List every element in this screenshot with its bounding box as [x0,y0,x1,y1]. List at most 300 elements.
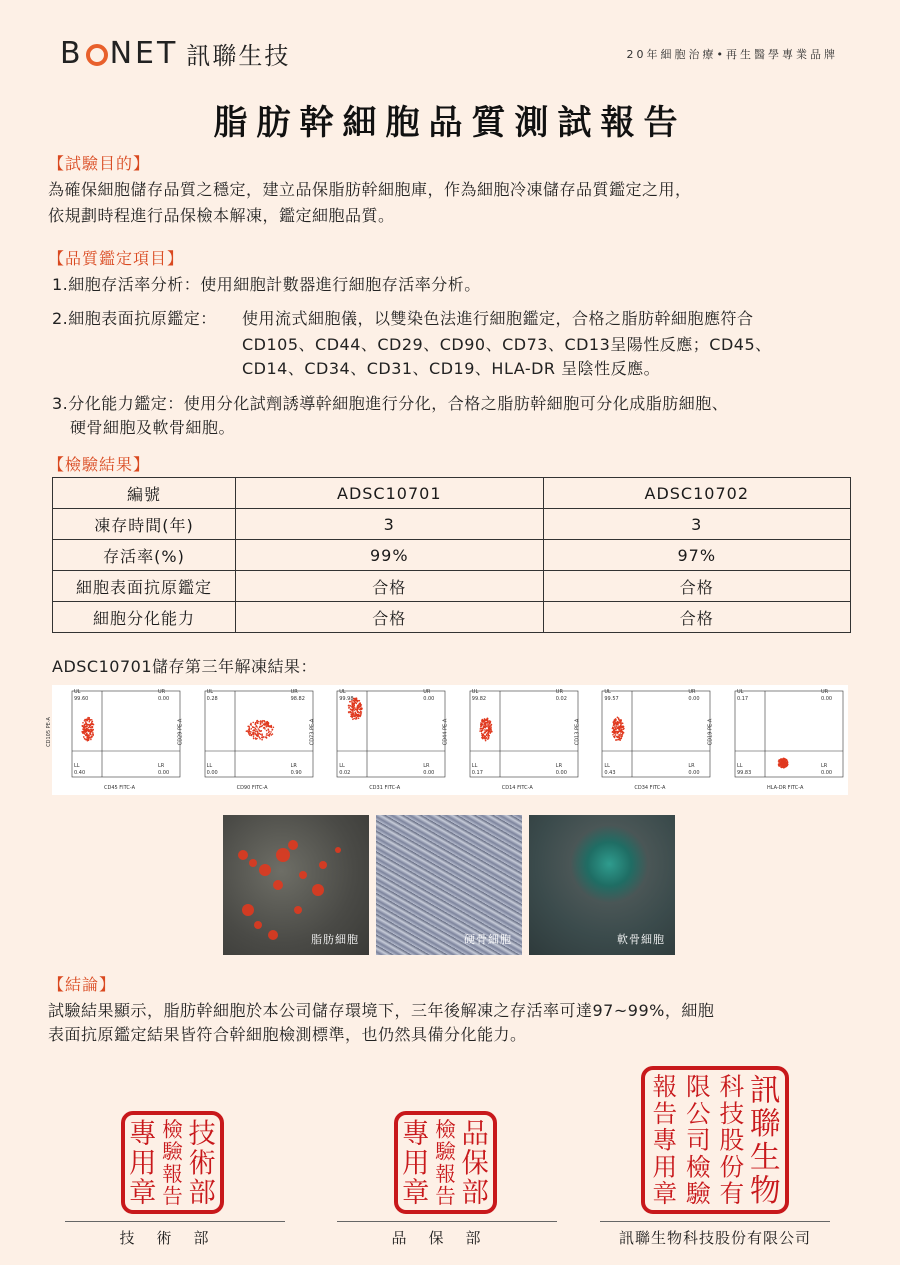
flow-panel [442,685,583,795]
event-dot [255,729,257,731]
event-dot [86,733,88,735]
y-axis-label: CD105 PE-A [45,717,52,747]
event-dot [352,712,354,714]
quadrant-label-ur: UR [158,689,166,695]
event-dot [252,734,254,736]
event-dot [613,726,615,728]
signature-label: 品保部 [391,1229,503,1247]
event-dot [261,722,263,724]
quadrant-value-lr: 0.90 [290,770,302,776]
event-dot [621,725,623,727]
seal-glyph: 限 [685,1072,711,1101]
event-dot [615,723,617,725]
event-dot [260,726,262,728]
event-dot [621,722,623,724]
event-dot [252,736,254,738]
seal-glyph: 份 [719,1152,745,1182]
event-dot [360,711,362,713]
event-dot [355,712,357,714]
quadrant-value-ul: 99.60 [74,696,89,702]
event-dot [262,720,264,722]
event-dot [613,732,615,734]
x-axis-label: CD34 FITC-A [634,785,666,791]
seal-glyph: 部 [188,1177,216,1209]
quadrant-label-lr: LR [423,763,430,769]
thaw-caption: ADSC10701儲存第三年解凍結果： [52,657,317,676]
event-dot [261,739,263,741]
event-dot [479,730,481,732]
table-row [53,509,851,540]
event-dot [351,713,353,715]
quadrant-value-ll: 0.02 [339,770,351,776]
event-dot [88,727,90,729]
event-dot [780,758,782,760]
flow-panel [309,685,450,795]
event-dot [268,734,270,736]
seal-glyph: 物 [749,1173,781,1209]
tagline: 20年細胞治療•再生醫學專業品牌 [626,48,838,61]
event-dot [261,733,263,735]
company-logo [60,36,290,71]
table-row [53,478,851,509]
event-dot [358,714,360,716]
event-dot [84,733,86,735]
event-dot [353,716,355,718]
event-dot [86,724,88,726]
quadrant-value-lr: 0.00 [555,770,567,776]
signature-line [65,1221,285,1222]
event-dot [784,765,786,767]
event-dot [487,737,489,739]
event-dot [258,730,260,732]
event-dot [270,731,272,733]
event-dot [352,719,354,721]
event-dot [486,730,488,732]
event-dot [360,709,362,711]
x-axis-label: CD90 FITC-A [236,785,268,791]
seal-stamp [120,1110,225,1215]
event-dot [89,731,91,733]
event-dot [354,704,356,706]
event-dot [360,713,362,715]
event-dot [780,763,782,765]
quadrant-label-ll: LL [736,763,743,769]
event-dot [356,718,358,720]
event-dot [359,703,361,705]
logo-chinese: 訊聯生技 [186,42,291,70]
seal-glyph: 術 [188,1148,216,1180]
event-dot [83,725,85,727]
event-dot [247,726,249,728]
items-heading: 【品質鑑定項目】 [48,249,185,268]
micrograph-caption-chondrocyte: 軟骨細胞 [617,933,665,946]
quadrant-value-ul: 99.82 [471,696,487,702]
table-row [53,540,851,571]
seal-glyph: 公 [685,1098,711,1128]
event-dot [622,731,624,733]
quadrant-value-ur: 0.00 [158,696,170,702]
event-dot [250,731,252,733]
event-dot [482,728,484,730]
table-cell: 合格 [543,571,851,602]
seal-glyph: 驗 [685,1179,711,1209]
x-axis-label: HLA-DR FITC-A [766,785,804,791]
seal-glyph: 股 [719,1125,745,1155]
event-dot [357,701,359,703]
event-dot [616,726,618,728]
event-dot [265,730,267,732]
event-dot [358,707,360,709]
event-dot [786,763,788,765]
event-dot [621,729,623,731]
event-dot [615,726,617,728]
event-dot [352,704,354,706]
event-dot [91,730,93,732]
event-dot [617,727,619,729]
quadrant-value-lr: 0.00 [820,770,833,776]
seal-stamp [393,1110,498,1215]
event-dot [615,718,617,720]
event-dot [252,732,254,734]
table-cell: ADSC10702 [543,478,851,509]
quadrant-label-ur: UR [688,689,696,695]
event-dot [620,733,622,735]
event-dot [83,736,85,738]
event-dot [614,729,616,731]
event-dot [92,733,94,735]
seal-glyph: 有 [719,1179,745,1209]
quadrant-value-lr: 0.00 [423,770,435,776]
event-dot [487,724,489,726]
quadrant-label-ll: LL [604,763,610,769]
purpose-heading: 【試驗目的】 [48,154,151,173]
seal-glyph: 專 [402,1118,430,1150]
y-axis-label: CD19 PE-A [707,718,714,746]
seal-glyph: 檢 [685,1152,711,1182]
event-dot [87,734,89,736]
table-cell: 97% [543,540,851,571]
event-dot [622,735,624,737]
event-dot [90,724,92,726]
signature-label: 技術部 [119,1229,231,1247]
event-dot [270,734,272,736]
quadrant-label-lr: LR [555,763,563,769]
event-dot [350,705,352,707]
event-dot [252,738,254,740]
quadrant-label-ul: UL [471,689,479,695]
event-dot [354,700,356,702]
flow-panel [176,685,318,795]
event-dot [254,723,256,725]
event-dot [354,698,356,700]
seal-glyph: 報 [435,1161,456,1186]
event-dot [614,724,616,726]
event-dot [272,727,274,729]
event-dot [259,721,261,723]
table-cell: 合格 [236,602,544,633]
quadrant-value-ul: 0.28 [206,696,218,702]
quadrant-label-ur: UR [290,689,298,695]
event-dot [258,736,260,738]
event-dot [256,721,258,723]
quadrant-label-lr: LR [688,763,695,769]
quadrant-value-ll: 0.43 [604,770,616,776]
event-dot [619,719,621,721]
seal-glyph: 告 [652,1098,678,1128]
event-dot [615,720,617,722]
event-dot [265,734,267,736]
purpose-line-1: 為確保細胞儲存品質之穩定，建立品保脂肪幹細胞庫，作為細胞冷凍儲存品質鑑定之用， [48,180,692,199]
event-dot [354,707,356,709]
event-dot [616,724,618,726]
purpose-line-2: 依規劃時程進行品保檢本解凍，鑑定細胞品質。 [48,206,395,225]
event-dot [359,700,361,702]
event-dot [482,735,484,737]
event-dot [250,728,252,730]
quadrant-label-ll: LL [471,763,478,769]
event-dot [260,730,262,732]
event-dot [613,736,615,738]
event-dot [89,737,91,739]
event-dot [623,729,625,731]
event-dot [618,723,620,725]
event-dot [250,724,252,726]
event-dot [90,739,92,741]
seal-stamp [640,1065,790,1215]
event-dot [87,720,89,722]
event-dot [250,723,252,725]
quadrant-value-ur: 98.82 [290,696,305,702]
seal-glyph: 部 [461,1177,489,1209]
quadrant-label-ul: UL [74,689,81,695]
seal-glyph: 技 [188,1118,216,1150]
seal-glyph: 驗 [162,1139,183,1164]
seal-glyph: 檢 [435,1117,456,1142]
seal-glyph: 聯 [749,1106,781,1142]
table-cell: 合格 [543,602,851,633]
event-dot [258,733,260,735]
quadrant-label-ul: UL [206,689,214,695]
event-dot [265,737,267,739]
event-dot [489,732,491,734]
table-row [53,602,851,633]
logo-text-b: B [60,36,84,71]
x-axis-label: CD14 FITC-A [501,785,533,791]
flow-panel [45,685,185,795]
seal-glyph: 章 [652,1179,678,1209]
event-dot [485,737,487,739]
event-dot [781,760,783,762]
row-header: 編號 [53,478,236,509]
event-dot [86,734,88,736]
event-dot [84,738,86,740]
event-dot [262,727,264,729]
event-dot [782,766,784,768]
event-dot [261,735,263,737]
event-dot [268,726,270,728]
event-dot [485,740,487,742]
event-dot [263,723,265,725]
event-dot [253,729,255,731]
results-heading: 【檢驗結果】 [48,455,151,474]
event-dot [619,734,621,736]
seal-glyph: 章 [402,1177,430,1209]
event-dot [352,713,354,715]
event-dot [254,731,256,733]
y-axis-label: CD13 PE-A [574,718,581,746]
event-dot [351,717,353,719]
event-dot [252,726,254,728]
document-title: 脂肪幹細胞品質測試報告 [213,103,687,143]
event-dot [615,731,617,733]
event-dot [480,731,482,733]
item-3-line-1: 3.分化能力鑑定：使用分化試劑誘導幹細胞進行分化，合格之脂肪幹細胞可分化成脂肪細胞、 [52,394,729,413]
event-dot [615,734,617,736]
event-dot [353,706,355,708]
micrograph-osteocyte [376,815,522,955]
event-dot [356,699,358,701]
logo-ring-icon [86,44,108,66]
event-dot [259,726,261,728]
event-dot [82,732,84,734]
row-header: 凍存時間(年) [53,509,236,540]
event-dot [351,709,353,711]
flow-panel [574,685,715,795]
event-dot [91,736,93,738]
seal-glyph: 品 [461,1118,489,1150]
event-dot [266,733,268,735]
event-dot [481,725,483,727]
signature-label: 訊聯生物科技股份有限公司 [618,1229,811,1247]
conclusion-heading: 【結論】 [48,975,117,994]
event-dot [358,718,360,720]
signature-line [337,1221,557,1222]
quadrant-value-ll: 99.83 [736,770,752,776]
event-dot [255,725,257,727]
event-dot [348,707,350,709]
seal-glyph: 生 [749,1139,781,1176]
quadrant-label-ll: LL [206,763,213,769]
event-dot [348,705,350,707]
event-dot [613,721,615,723]
results-table [52,477,851,633]
item-1: 1.細胞存活率分析：使用細胞計數器進行細胞存活率分析。 [52,275,481,294]
event-dot [267,734,269,736]
event-dot [786,761,788,763]
quadrant-label-lr: LR [158,763,165,769]
event-dot [270,726,272,728]
event-dot [259,723,261,725]
item-2-label: 2.細胞表面抗原鑑定： [52,309,217,328]
event-dot [481,719,483,721]
event-dot [83,727,85,729]
event-dot [778,763,780,765]
quadrant-value-lr: 0.00 [688,770,700,776]
seal-glyph: 報 [652,1072,678,1101]
event-dot [267,732,269,734]
logo-text-rest: NET [109,36,179,71]
event-dot [252,722,254,724]
row-header: 存活率(%) [53,540,236,571]
table-cell: 3 [543,509,851,540]
table-cell: 99% [236,540,544,571]
event-dot [85,722,87,724]
micrograph-chondrocyte [529,815,675,955]
event-dot [266,724,268,726]
seal-glyph: 訊 [749,1072,781,1109]
event-dot [486,718,488,720]
micrograph-caption-adipocyte: 脂肪細胞 [311,933,359,946]
event-dot [249,733,251,735]
quadrant-value-ur: 0.02 [555,696,567,702]
event-dot [619,737,621,739]
seal-glyph: 報 [162,1161,183,1186]
event-dot [246,730,248,732]
x-axis-label: CD45 FITC-A [104,785,136,791]
seal-glyph: 技 [719,1098,745,1128]
event-dot [92,721,94,723]
quadrant-value-ll: 0.40 [74,770,86,776]
event-dot [485,738,487,740]
x-axis-label: CD31 FITC-A [369,785,401,791]
event-dot [490,725,492,727]
event-dot [90,734,92,736]
event-dot [617,733,619,735]
quadrant-label-lr: LR [820,763,828,769]
event-dot [491,731,493,733]
event-dot [258,721,260,723]
seal-glyph: 保 [461,1148,489,1180]
event-dot [355,715,357,717]
event-dot [488,727,490,729]
item-2-line-3: CD14、CD34、CD31、CD19、HLA-DR 呈陰性反應。 [242,359,661,378]
event-dot [265,722,267,724]
event-dot [247,729,249,731]
item-3-line-2: 硬骨細胞及軟骨細胞。 [70,418,236,437]
seal-glyph: 專 [129,1118,157,1150]
event-dot [483,718,485,720]
quadrant-label-lr: LR [290,763,297,769]
event-dot [786,759,788,761]
event-dot [617,721,619,723]
item-2-line-1: 使用流式細胞儀，以雙染色法進行細胞鑑定，合格之脂肪幹細胞應符合 [242,309,754,328]
event-dot [250,734,252,736]
event-dot [350,716,352,718]
event-dot [84,724,86,726]
seal-glyph: 用 [652,1152,678,1182]
seal-glyph: 司 [685,1125,711,1155]
event-dot [91,724,93,726]
event-dot [617,737,619,739]
event-dot [262,736,264,738]
table-cell: 合格 [236,571,544,602]
event-dot [360,704,362,706]
event-dot [623,725,625,727]
quadrant-value-ul: 0.17 [736,696,749,702]
quadrant-value-ur: 0.00 [820,696,833,702]
event-dot [617,731,619,733]
event-dot [85,731,87,733]
event-dot [84,720,86,722]
event-dot [616,739,618,741]
micrograph-adipocyte [223,815,369,955]
event-dot [271,729,273,731]
event-dot [783,761,785,763]
event-dot [489,731,491,733]
event-dot [483,736,485,738]
event-dot [254,728,256,730]
event-dot [782,764,784,766]
